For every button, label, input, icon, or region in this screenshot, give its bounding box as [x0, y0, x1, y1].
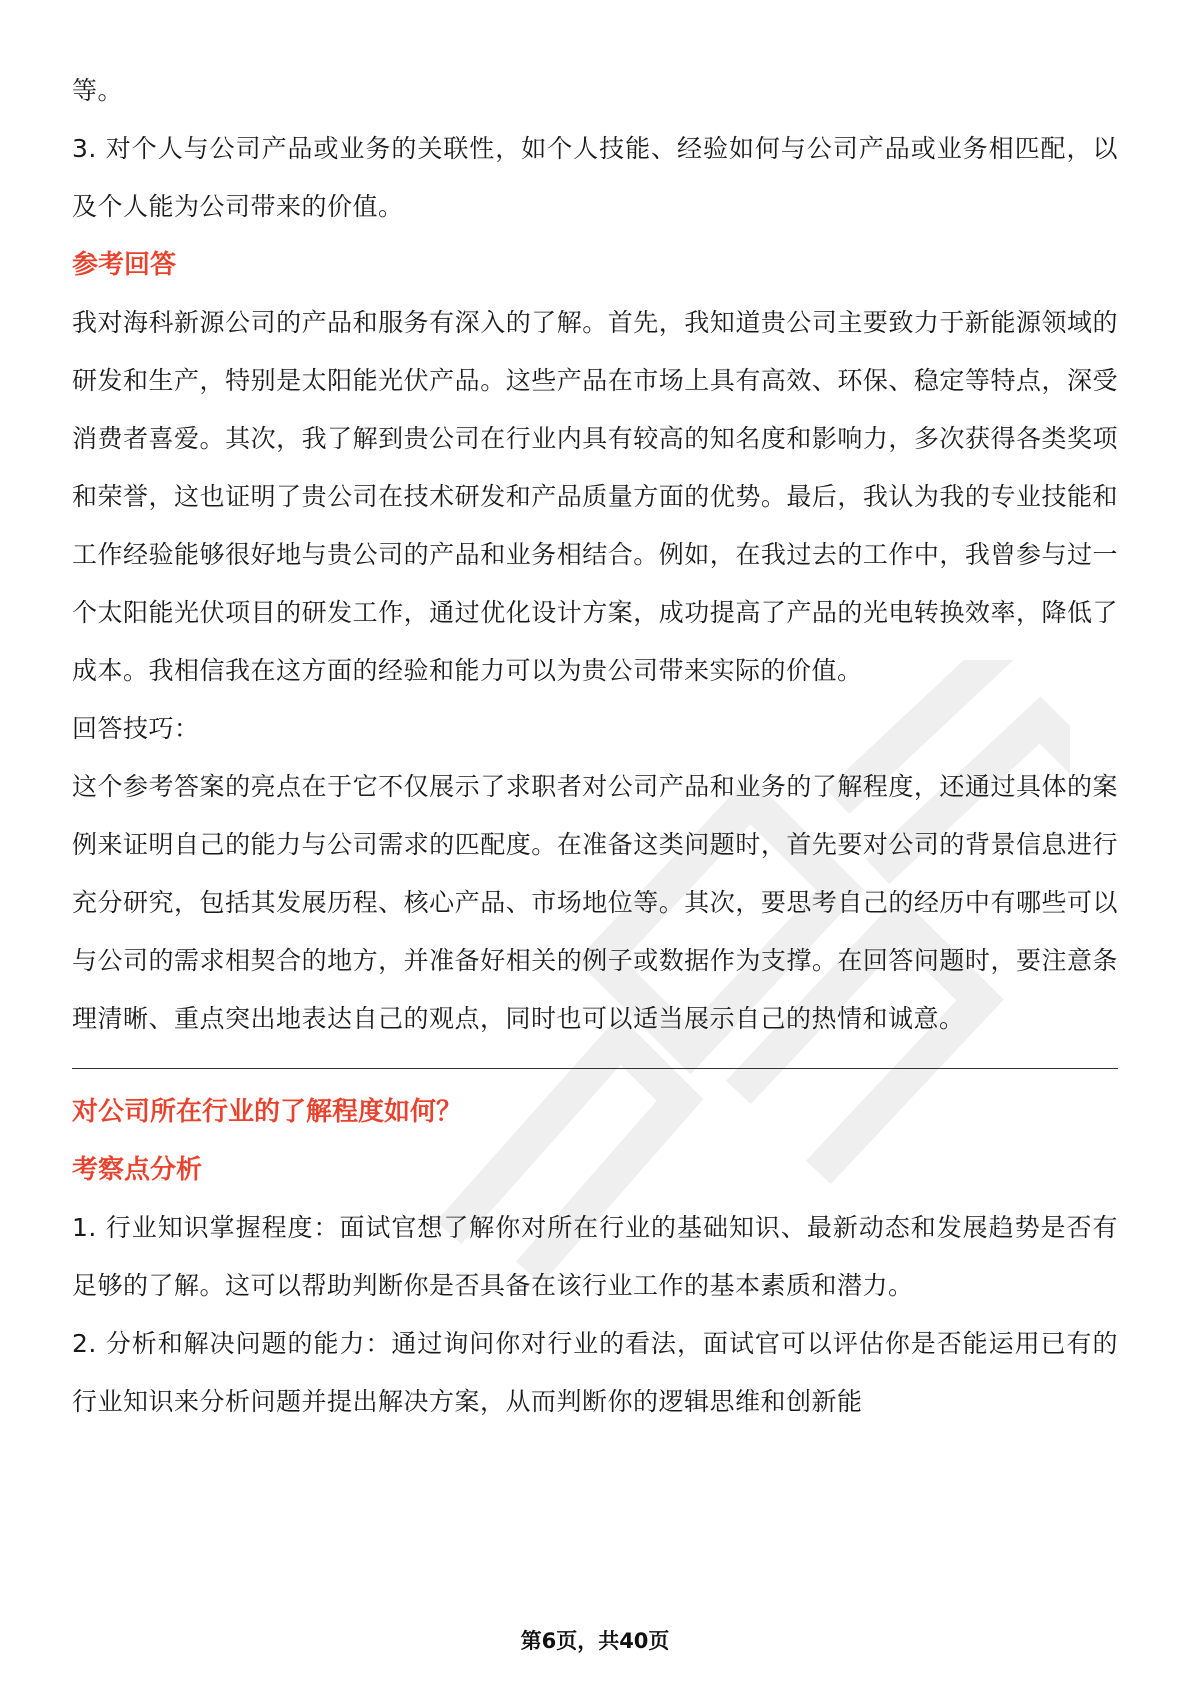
- document-body: [72, 62, 1118, 1431]
- analysis-point-2: 2. 分析和解决问题的能力：通过询问你对行业的看法，面试官可以评估你是否能运用已有的行业知识来分析问题并提出解决方案，从而判断你的逻辑思维和创新能: [72, 1329, 1118, 1416]
- analysis-point-1: 1. 行业知识掌握程度：面试官想了解你对所在行业的基础知识、最新动态和发展趋势是否有足够的了解。这可以帮助判断你是否具备在该行业工作的基本素质和潜力。: [72, 1213, 1118, 1300]
- prev-section-tail: 等。: [72, 76, 124, 105]
- answer-heading: 参考回答: [72, 250, 177, 280]
- page-number: 第6页，共40页: [520, 1629, 670, 1653]
- tips-text: 这个参考答案的亮点在于它不仅展示了求职者对公司产品和业务的了解程度，还通过具体的案例来证明自己的能力与公司需求的匹配度。在准备这类问题时，首先要对公司的背景信息进行充分研究，包括其发展历程、核心产品、市场地位等。其次，要思考自己的经历中有哪些可以与公司的需求相契合的地方，并准备好相关的例子或数据作为支撑。在回答问题时，要注意条理清晰、重点突出地表达自己的观点，同时也可以适当展示自己的热情和诚意。: [72, 772, 1118, 1033]
- answer-text: 我对海科新源公司的产品和服务有深入的了解。首先，我知道贵公司主要致力于新能源领域的研发和生产，特别是太阳能光伏产品。这些产品在市场上具有高效、环保、稳定等特点，深受消费者喜爱。其次，我了解到贵公司在行业内具有较高的知名度和影响力，多次获得各类奖项和荣誉，这也证明了贵公司在技术研发和产品质量方面的优势。最后，我认为我的专业技能和工作经验能够很好地与贵公司的产品和业务相结合。例如，在我过去的工作中，我曾参与过一个太阳能光伏项目的研发工作，通过优化设计方案，成功提高了产品的光电转换效率，降低了成本。我相信我在这方面的经验和能力可以为贵公司带来实际的价值。: [72, 308, 1118, 685]
- tips-label: 回答技巧：: [72, 714, 200, 743]
- analysis-heading: 考察点分析: [72, 1155, 203, 1185]
- question-title: 对公司所在行业的了解程度如何？: [72, 1097, 463, 1127]
- section-divider: [72, 1068, 1118, 1069]
- prev-point-3: 3. 对个人与公司产品或业务的关联性，如个人技能、经验如何与公司产品或业务相匹配，以及个人能为公司带来的价值。: [72, 134, 1118, 221]
